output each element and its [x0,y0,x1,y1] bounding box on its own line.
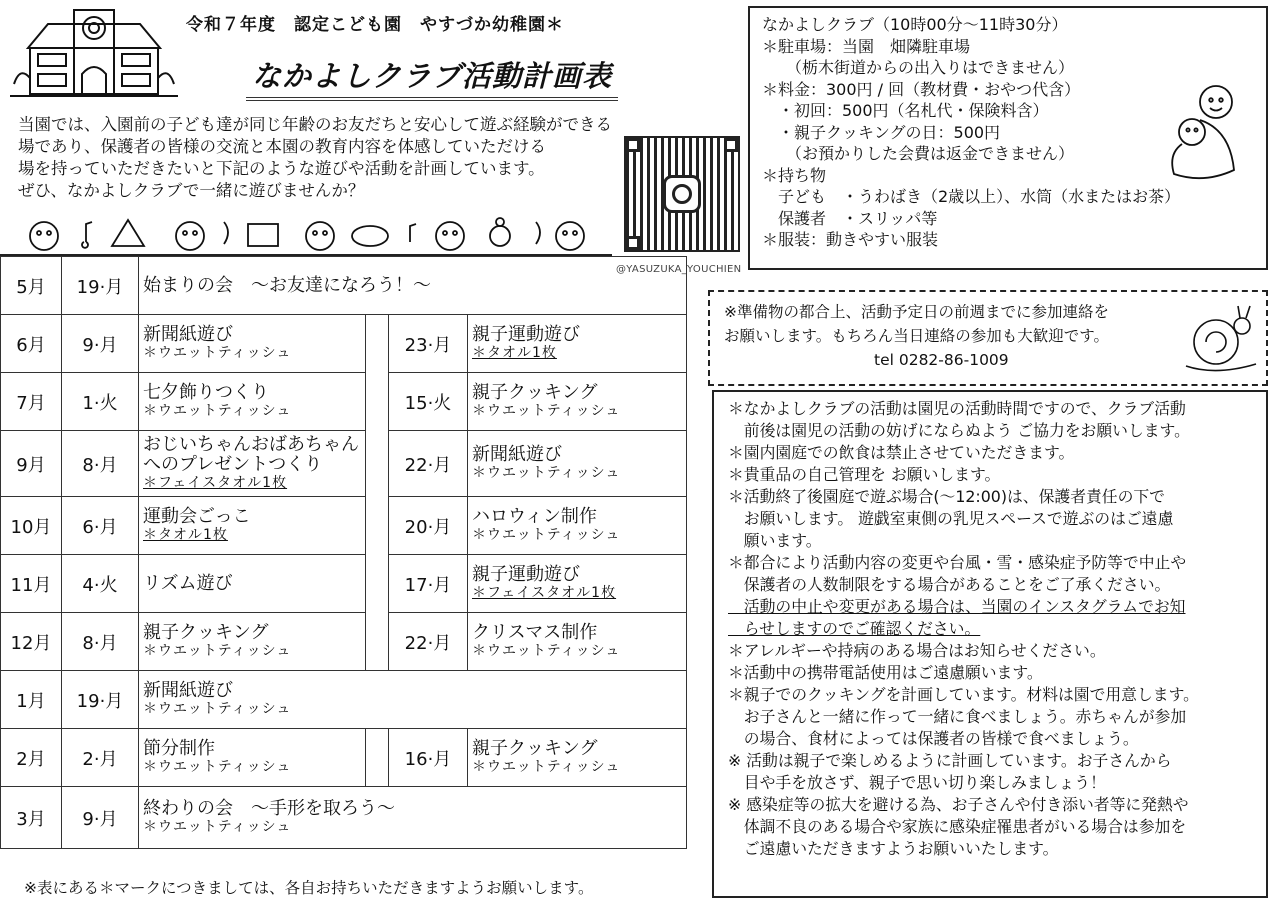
activity-title: ハロウィン制作 [472,506,597,527]
date-cell: 20·月 [389,497,468,555]
activity-cell [139,613,366,671]
divider-column [366,729,389,787]
activity-cell [139,555,366,613]
header-school-name: 令和７年度 認定こども園 やすづか幼稚園＊ [186,15,564,35]
date-cell: 22·月 [389,613,468,671]
activity-title: クリスマス制作 [472,622,598,643]
info-line: ・初回：500円（名札代・保険料含） [762,101,1049,120]
activity-item: ＊ウエットティッシュ [472,643,621,659]
note-line: 体調不良のある場合や家族に感染症罹患者がいる場合は参加を [728,817,1187,836]
contact-line: お願いします。もちろん当日連絡の参加も大歓迎です。 [724,327,1110,345]
month-cell: 11月 [1,555,62,613]
activity-title: おじいちゃんおばあちゃん [143,434,359,455]
info-line: ＊駐車場：当園 畑隣駐車場 [762,36,971,56]
qr-finder-icon [626,236,640,250]
club-info-box [748,6,1268,270]
note-line: らせしますのでご確認ください。 [728,619,981,638]
info-line: ＊料金：300円 / 回（教材費・おやつ代含） [762,79,1081,99]
page-title: なかよしクラブ活動計画表 [246,54,618,101]
date-cell: 4·火 [62,555,139,613]
activity-cell [468,497,687,555]
activity-item: ＊タオル1枚 [472,345,557,361]
note-line: ＊貴重品の自己管理を お願いします。 [728,465,1001,484]
month-cell: 3月 [1,787,62,849]
month-cell: 9月 [1,431,62,497]
table-row [1,787,687,849]
note-line: ＊アレルギーや持病のある場合はお知らせください。 [728,641,1106,660]
info-line: （お預かりした会費は返金できません） [762,144,1075,163]
intro-line: 場を持っていただきたいと下記のような遊びや活動を計画しています。 [18,159,545,178]
info-line: （栃木街道からの出入りはできません） [762,58,1075,77]
date-cell: 8·月 [62,613,139,671]
date-cell: 8·月 [62,431,139,497]
note-line: ＊活動中の携帯電話使用はご遠慮願います。 [728,663,1043,682]
instagram-handle: @YASUZUKA_YOUCHIEN [616,264,742,275]
month-cell: 12月 [1,613,62,671]
instagram-icon [663,175,701,213]
note-line: お願いします。 遊戯室東側の乳児スペースで遊ぶのはご遠慮 [728,509,1174,528]
intro-line: ぜひ、なかよしクラブで一緒に遊びませんか？ [18,181,365,200]
month-cell: 5月 [1,257,62,315]
activity-item: ＊ウエットティッシュ [143,759,292,775]
month-cell: 6月 [1,315,62,373]
activity-title: 親子クッキング [143,622,269,643]
activity-cell [139,373,366,431]
activity-cell [139,497,366,555]
activity-item: ＊フェイスタオル1枚 [143,475,288,491]
activity-cell [468,613,687,671]
qr-finder-icon [626,138,640,152]
activity-cell [468,729,687,787]
table-row [1,729,687,787]
activity-title: 親子運動遊び [472,324,580,345]
activity-title: 新聞紙遊び [472,444,562,465]
note-line: ＊活動終了後園庭で遊ぶ場合(～12:00)は、保護者責任の下で [728,487,1165,506]
parent-child-illustration-icon [1160,76,1256,186]
note-line: 前後は園児の活動の妨げにならぬよう ご協力をお願いします。 [728,421,1190,440]
table-row [1,497,687,555]
month-cell: 1月 [1,671,62,729]
contact-line: ※準備物の都合上、活動予定日の前週までに参加連絡を [724,303,1109,321]
decorative-characters-icon [20,212,590,254]
activity-item: ＊ウエットティッシュ [472,465,621,481]
note-line: お子さんと一緒に作って一緒に食べましょう。赤ちゃんが参加 [728,707,1187,726]
info-line: 保護者 ・スリッパ等 [762,208,938,228]
activity-title: 節分制作 [143,738,215,759]
date-cell: 17·月 [389,555,468,613]
activity-item: ＊ウエットティッシュ [143,403,292,419]
activity-cell [468,431,687,497]
note-line: ＊都合により活動内容の変更や台風・雪・感染症予防等で中止や [728,553,1187,572]
date-cell: 23·月 [389,315,468,373]
activity-title: 運動会ごっこ [143,506,251,527]
month-cell: 10月 [1,497,62,555]
activity-cell [468,373,687,431]
intro-line: 場であり、保護者の皆様の交流と本園の教育内容を体感していただける [18,137,546,156]
date-cell: 19·月 [62,257,139,315]
activity-cell [139,315,366,373]
activity-title: 終わりの会 ～手形を取ろう～ [143,798,395,819]
activity-cell [139,257,687,315]
activity-item: ＊ウエットティッシュ [472,403,621,419]
activity-title: 親子運動遊び [472,564,580,585]
contact-box [708,290,1268,386]
month-cell: 7月 [1,373,62,431]
activity-item: ＊ウエットティッシュ [143,643,292,659]
table-row [1,431,687,497]
divider-column [366,315,389,671]
note-line: 願います。 [728,531,822,550]
date-cell: 1·火 [62,373,139,431]
note-line: 活動の中止や変更がある場合は、当園のインスタグラムでお知 [728,597,1186,616]
date-cell: 19·月 [62,671,139,729]
note-line: の場合、食材によっては保護者の皆様で食べましょう。 [728,729,1139,748]
month-cell: 2月 [1,729,62,787]
date-cell: 6·月 [62,497,139,555]
table-row [1,373,687,431]
qr-finder-icon [724,138,738,152]
note-line: 目や手を放さず、親子で思い切り楽しみましょう！ [728,773,1106,792]
activity-title: リズム遊び [143,572,233,594]
info-line: なかよしクラブ（10時00分～11時30分） [762,15,1068,34]
activity-title: 始まりの会 ～お友達になろう！～ [143,274,431,296]
table-row [1,315,687,373]
note-line: ※ 活動は親子で楽しめるように計画しています。お子さんから [728,751,1172,770]
note-line: ※ 感染症等の拡大を避ける為、お子さんや付き添い者等に発熱や [728,795,1189,814]
activity-title: 親子クッキング [472,738,598,759]
table-row [1,555,687,613]
activity-item: ＊タオル1枚 [143,527,228,543]
date-cell: 22·月 [389,431,468,497]
activity-item: ＊ウエットティッシュ [143,345,292,361]
activity-cell [468,555,687,613]
activity-item: ＊ウエットティッシュ [143,819,292,835]
activity-cell [139,671,687,729]
note-line: ご遠慮いただきますようお願いいたします。 [728,839,1059,858]
activity-title: 親子クッキング [472,382,598,403]
activity-cell [139,729,366,787]
intro-text [18,114,612,202]
activity-cell [139,431,366,497]
table-row [1,257,687,315]
note-line: ＊親子でのクッキングを計画しています。材料は園で用意します。 [728,685,1199,704]
schedule-table [0,256,687,849]
date-cell: 9·月 [62,787,139,849]
activity-cell [139,787,687,849]
activity-title: へのプレゼントつくり [143,454,323,475]
date-cell: 2·月 [62,729,139,787]
activity-item: ＊ウエットティッシュ [472,759,621,775]
note-line: ＊なかよしクラブの活動は園児の活動時間ですので、クラブ活動 [728,399,1186,418]
date-cell: 15·火 [389,373,468,431]
activity-item: ＊ウエットティッシュ [143,701,292,717]
activity-title: 新聞紙遊び [143,324,233,345]
intro-line: 当園では、入園前の子ども達が同じ年齢のお友だちと安心して遊ぶ経験ができる [18,115,612,134]
table-row [1,613,687,671]
activity-cell [468,315,687,373]
note-line: 保護者の人数制限をする場合があることをご了承ください。 [728,575,1171,594]
notes-box [712,390,1268,898]
table-row [1,671,687,729]
phone-number: tel 0282-86-1009 [874,351,1009,369]
snail-character-icon [1176,296,1262,382]
info-line: 子ども ・うわばき（2歳以上）、水筒（水またはお茶） [762,187,1181,206]
info-line: ＊持ち物 [762,165,827,185]
note-line: ＊園内園庭での飲食は禁止させていただきます。 [728,443,1075,462]
activity-item: ＊ウエットティッシュ [472,527,621,543]
table-footnote: ※表にある＊マークにつきましては、各自お持ちいただきますようお願いします。 [24,879,594,897]
school-building-icon [8,4,180,102]
activity-title: 七夕飾りつくり [143,382,269,403]
activity-item: ＊フェイスタオル1枚 [472,585,617,601]
activity-title: 新聞紙遊び [143,680,233,701]
info-line: ＊服装：動きやすい服装 [762,230,939,249]
date-cell: 9·月 [62,315,139,373]
date-cell: 16·月 [389,729,468,787]
info-line: ・親子クッキングの日：500円 [762,122,1001,142]
